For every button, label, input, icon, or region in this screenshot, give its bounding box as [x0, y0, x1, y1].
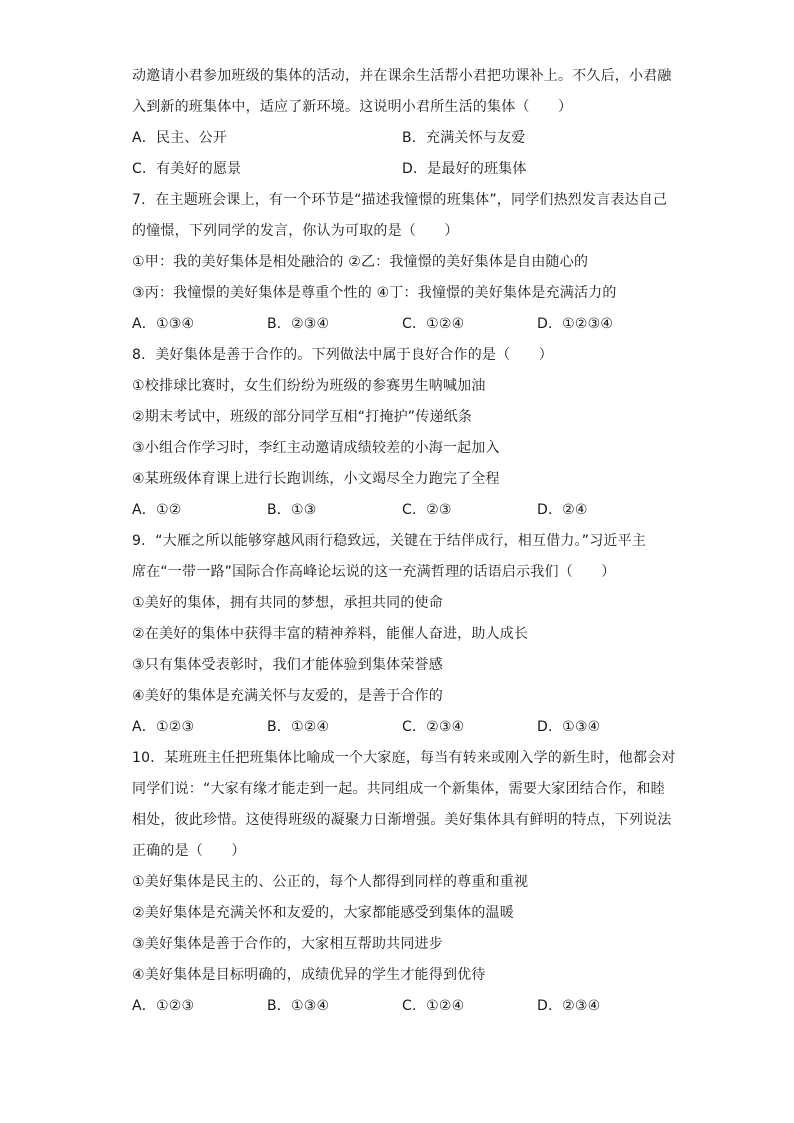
- answer-option: C．①②④: [402, 316, 465, 332]
- text-line: ③美好集体是善于合作的，大家相互帮助共同进步: [132, 936, 443, 952]
- answer-options-row: [132, 495, 672, 526]
- text-line: ②在美好的集体中获得丰富的精神养料，能催人奋进，助人成长: [132, 626, 529, 642]
- text-line: ③小组合作学习时，李红主动邀请成绩较差的小海一起加入: [132, 440, 500, 456]
- answer-option: C．①②④: [402, 998, 465, 1014]
- answer-option: D．①②③④: [537, 316, 614, 332]
- text-line: 入到新的班集体中，适应了新环境。这说明小君所生活的集体（ ）: [132, 99, 573, 115]
- text-line: 的憧憬，下列同学的发言，你认为可取的是（ ）: [132, 223, 459, 239]
- text-line: ④某班级体育课上进行长跑训练，小文竭尽全力跑完了全程: [132, 471, 500, 487]
- answer-option: A．①②③: [132, 719, 195, 735]
- answer-option: A．①③④: [132, 316, 195, 332]
- answer-option: C．②③: [402, 502, 452, 518]
- answer-options-row: [132, 309, 672, 340]
- answer-options-row: [132, 123, 672, 154]
- answer-option: A．民主、公开: [132, 130, 227, 146]
- text-line: 同学们说：“大家有缘才能走到一起。共同组成一个新集体，需要大家团结合作，和睦: [132, 781, 665, 797]
- answer-option: C．有美好的愿景: [132, 161, 242, 177]
- answer-option: B．①③: [267, 502, 317, 518]
- text-line: ③丙：我憧憬的美好集体是尊重个性的 ④丁：我憧憬的美好集体是充满活力的: [132, 285, 617, 301]
- answer-option: B．①②④: [267, 719, 330, 735]
- answer-option: D．②④: [537, 502, 588, 518]
- text-line: ④美好集体是目标明确的，成绩优异的学生才能得到优待: [132, 967, 486, 983]
- text-line: 8．美好集体是善于合作的。下列做法中属于良好合作的是（ ）: [132, 347, 553, 363]
- text-line: ①美好集体是民主的、公正的，每个人都得到同样的尊重和重视: [132, 874, 529, 890]
- text-line: 动邀请小君参加班级的集体的活动，并在课余生活帮小君把功课补上。不久后，小君融: [132, 68, 672, 84]
- answer-option: D．①③④: [537, 719, 601, 735]
- answer-options-row: [132, 712, 672, 743]
- text-line: ③只有集体受表彰时，我们才能体验到集体荣誉感: [132, 657, 443, 673]
- text-line: ①美好的集体，拥有共同的梦想，承担共同的使命: [132, 595, 443, 611]
- text-line: 9．“大雁之所以能够穿越风雨行稳致远，关键在于结伴成行，相互借力。”习近平主: [132, 533, 647, 549]
- text-line: 席在“一带一路”国际合作高峰论坛说的这一充满哲理的话语启示我们（ ）: [132, 564, 616, 580]
- text-line: ②期末考试中，班级的部分同学互相“打掩护”传递纸条: [132, 409, 473, 425]
- answer-option: A．①②③: [132, 998, 195, 1014]
- text-line: ①甲：我的美好集体是相处融洽的 ②乙：我憧憬的美好集体是自由随心的: [132, 254, 589, 270]
- answer-option: B．充满关怀与友爱: [402, 130, 526, 146]
- text-line: ②美好集体是充满关怀和友爱的，大家都能感受到集体的温暖: [132, 905, 514, 921]
- answer-option: D．②③④: [537, 998, 601, 1014]
- answer-option: C．②③④: [402, 719, 465, 735]
- text-line: 相处，彼此珍惜。这使得班级的凝聚力日渐增强。美好集体具有鲜明的特点，下列说法: [132, 812, 672, 828]
- text-line: 7．在主题班会课上，有一个环节是“描述我憧憬的班集体”，同学们热烈发言表达自己: [132, 192, 668, 208]
- answer-options-row: [132, 991, 672, 1022]
- answer-option: B．①③④: [267, 998, 330, 1014]
- answer-option: A．①②: [132, 502, 182, 518]
- text-line: ④美好的集体是充满关怀与友爱的，是善于合作的: [132, 688, 443, 704]
- answer-option: D．是最好的班集体: [402, 161, 527, 177]
- answer-option: B．②③④: [267, 316, 330, 332]
- text-line: 正确的是（ ）: [132, 843, 246, 859]
- question-content: [132, 61, 676, 1022]
- text-line: ①校排球比赛时，女生们纷纷为班级的参赛男生呐喊加油: [132, 378, 486, 394]
- text-line: 10．某班班主任把班集体比喻成一个大家庭，每当有转来或刚入学的新生时，他都会对: [132, 750, 676, 766]
- answer-options-row: [132, 154, 672, 185]
